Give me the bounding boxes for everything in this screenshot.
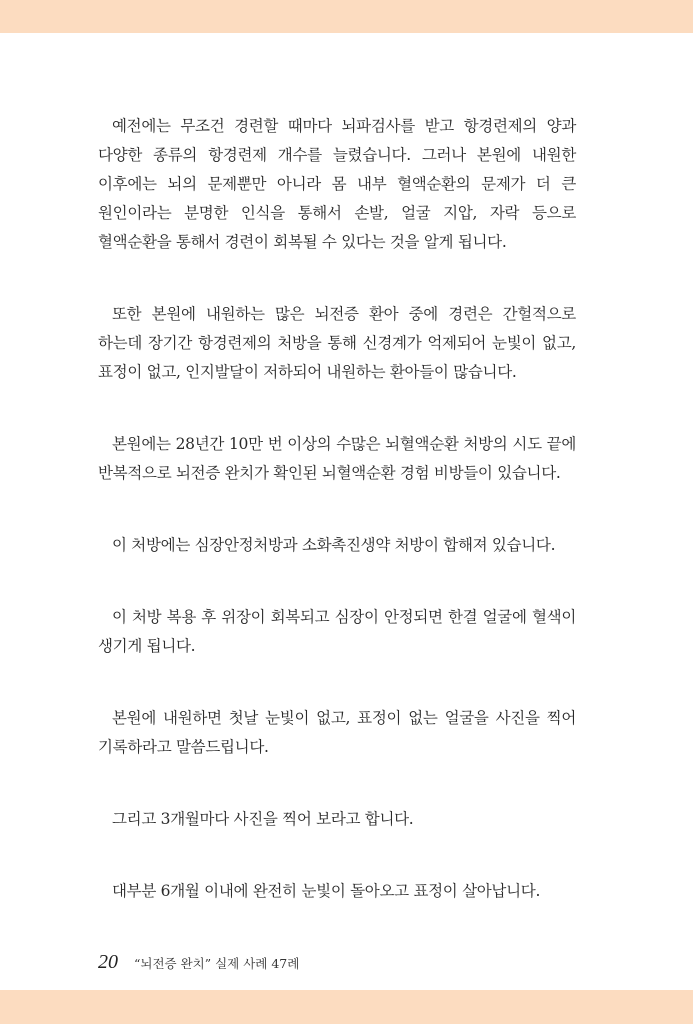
- paragraph-3: 본원에는 28년간 10만 번 이상의 수많은 뇌혈액순환 처방의 시도 끝에 반복적으로 뇌전증 완치가 확인된 뇌혈액순환 경험 비방들이 있습니다.: [98, 435, 576, 482]
- page-number: 20: [98, 951, 118, 973]
- paragraph-1: 예전에는 무조건 경련할 때마다 뇌파검사를 받고 항경련제의 양과 다양한 종류의 항경련제 개수를 늘렸습니다. 그러나 본원에 내원한 이후에는 뇌의 문제뿐만 아니라 몸 내부 혈액순환의 문제가 더 큰 원인이라는 분명한 인식을 통해서 손발, 얼굴 지압, 자락 등으로 혈액순환을 통해서 경련이 회복될 수 있다는 것을 알게 됩니다.: [98, 117, 576, 251]
- paragraph-7: 그리고 3개월마다 사진을 찍어 보라고 합니다.: [112, 810, 414, 828]
- paragraph-5: 이 처방 복용 후 위장이 회복되고 심장이 안정되면 한결 얼굴에 혈색이 생기게 됩니다.: [98, 608, 576, 655]
- page-footer: [98, 951, 299, 977]
- page-body: [98, 112, 576, 949]
- paragraph-2: 또한 본원에 내원하는 많은 뇌전증 환아 중에 경련은 간헐적으로 하는데 장기간 항경련제의 처방을 통해 신경계가 억제되어 눈빛이 없고, 표정이 없고, 인지발달이 저하되어 내원하는 환아들이 많습니다.: [98, 305, 576, 381]
- running-book-title: “뇌전증 완치” 실제 사례 47례: [134, 956, 300, 971]
- paragraph-4: 이 처방에는 심장안정처방과 소화촉진생약 처방이 합해져 있습니다.: [112, 536, 556, 554]
- top-decorative-band: [0, 0, 693, 33]
- paragraph-8: 대부분 6개월 이내에 완전히 눈빛이 돌아오고 표정이 살아납니다.: [112, 882, 541, 900]
- paragraph-6: 본원에 내원하면 첫날 눈빛이 없고, 표정이 없는 얼굴을 사진을 찍어 기록하라고 말씀드립니다.: [98, 709, 576, 756]
- bottom-decorative-band: [0, 990, 693, 1024]
